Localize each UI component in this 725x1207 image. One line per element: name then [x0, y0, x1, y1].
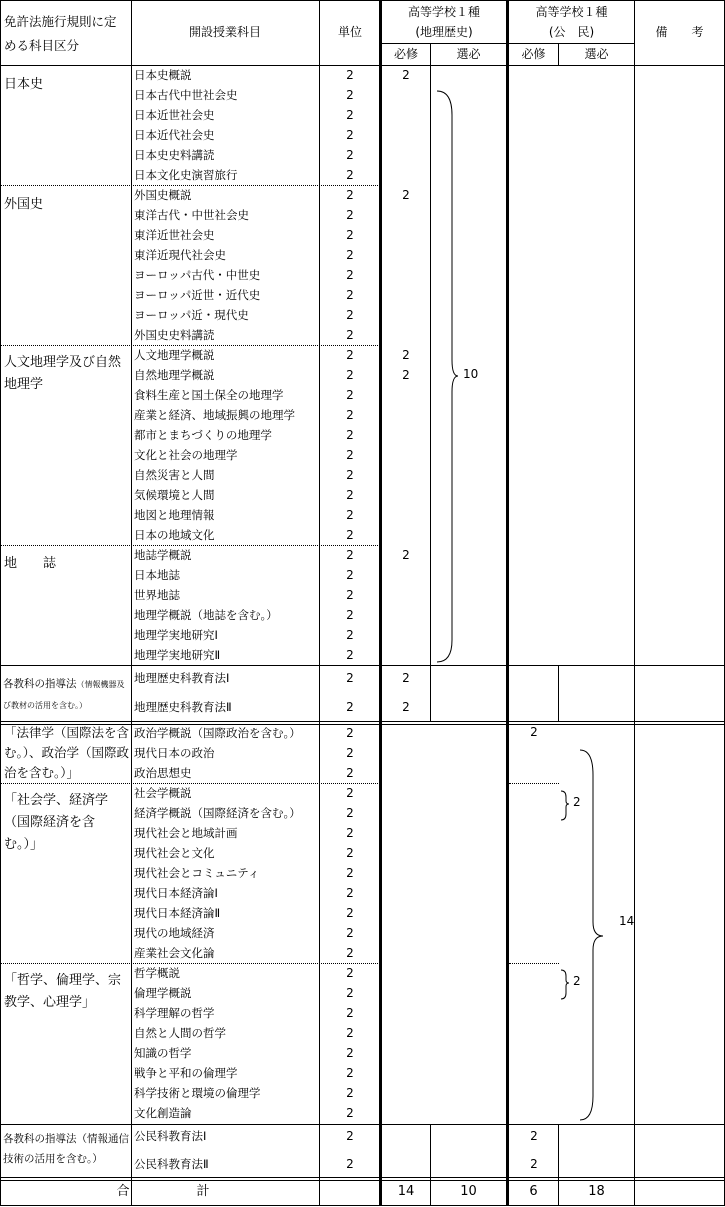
unit-value: 2 — [346, 228, 354, 242]
total-label-b: 計 — [196, 1184, 210, 1199]
unit-value: 2 — [346, 746, 354, 760]
unit-value: 2 — [346, 1066, 354, 1080]
subject-row: 倫理学概説 — [134, 986, 192, 1000]
civ-elective-brace — [580, 750, 603, 1120]
subject-row: 戦争と平和の倫理学 — [134, 1066, 238, 1080]
subject-row: 経済学概説（国際経済を含む。） — [134, 806, 301, 820]
subject-row: 現代社会とコミュニティ — [134, 866, 260, 880]
geo-required-foreign-history: 2 — [402, 188, 410, 202]
category-foreign-history: 外国史 — [4, 197, 44, 212]
subject-row: 文化創造論 — [134, 1106, 192, 1120]
unit-value: 2 — [346, 846, 354, 860]
unit-value: 2 — [346, 528, 354, 542]
unit-value: 2 — [346, 148, 354, 162]
unit-value: 2 — [346, 1006, 354, 1020]
header-civ-group: 高等学校１種 — [535, 5, 608, 19]
subject-row: 日本の地域文化 — [134, 528, 215, 542]
unit-value: 2 — [346, 886, 354, 900]
civ-required-politics: 2 — [530, 725, 538, 739]
unit-value: 2 — [346, 488, 354, 502]
unit-value: 2 — [346, 448, 354, 462]
unit-value: 2 — [346, 308, 354, 322]
unit-value: 2 — [346, 328, 354, 342]
subject-row: 産業社会文化論 — [134, 946, 215, 960]
subject-row: 現代日本の政治 — [134, 746, 215, 760]
unit-value: 2 — [346, 1046, 354, 1060]
unit-value: 2 — [346, 588, 354, 602]
subject-row: 地誌学概説 — [134, 548, 192, 562]
unit-value: 2 — [346, 671, 354, 685]
unit-value: 2 — [346, 408, 354, 422]
header-civ-elective: 選必 — [584, 47, 609, 61]
unit-value: 2 — [346, 766, 354, 780]
subject-row: ヨーロッパ近・現代史 — [134, 308, 249, 322]
total-geo-elective: 10 — [460, 1184, 477, 1199]
subject-row: 地理学概説（地誌を含む。） — [134, 608, 278, 622]
subject-row: ヨーロッパ古代・中世史 — [134, 268, 261, 282]
total-label-a: 合 — [116, 1184, 130, 1199]
subject-row: 自然と人間の哲学 — [134, 1026, 226, 1040]
unit-value: 2 — [346, 986, 354, 1000]
subject-row: 外国史概説 — [134, 188, 192, 202]
unit-value: 2 — [346, 128, 354, 142]
subject-row: 世界地誌 — [134, 588, 180, 602]
header-subject: 開設授業科目 — [188, 25, 261, 39]
unit-value: 2 — [346, 1026, 354, 1040]
unit-value: 2 — [346, 700, 354, 714]
header-category: 免許法施行規則に定める科目区分 — [4, 14, 117, 53]
unit-value: 2 — [346, 168, 354, 182]
header-unit: 単位 — [337, 25, 362, 39]
subject-row: 日本史概説 — [134, 68, 192, 82]
unit-value: 2 — [346, 786, 354, 800]
header-geo-required: 必修 — [393, 47, 418, 61]
geo-required-japanese-history: 2 — [402, 68, 410, 82]
header-civ-required: 必修 — [521, 47, 546, 61]
unit-value: 2 — [346, 208, 354, 222]
unit-value: 2 — [346, 188, 354, 202]
subject-row: 政治学概説（国際政治を含む。） — [134, 726, 301, 740]
subject-row: 食料生産と国土保全の地理学 — [134, 388, 284, 402]
category-geography: 人文地理学及び自然地理学 — [4, 355, 122, 392]
unit-value: 2 — [346, 108, 354, 122]
subject-row: 現代社会と文化 — [134, 846, 215, 860]
unit-value: 2 — [346, 1086, 354, 1100]
subject-row: 自然地理学概説 — [134, 368, 215, 382]
header-geo-sub: (地理歴史) — [415, 25, 473, 39]
category-law-politics: 「法律学（国際法を含む。）、政治学（国際政治を含む。）」 — [4, 725, 130, 780]
geo-required-regional: 2 — [402, 548, 410, 562]
header-civ-sub: (公 民) — [548, 25, 595, 39]
subject-row: ヨーロッパ近世・近代史 — [134, 288, 261, 302]
subject-row: 哲学概説 — [134, 966, 180, 980]
unit-value: 2 — [346, 248, 354, 262]
subject-row: 公民科教育法Ⅱ — [134, 1157, 209, 1171]
subject-row: 日本地誌 — [134, 568, 180, 582]
unit-value: 2 — [346, 826, 354, 840]
geo-method-name: 各教科の指導法 — [3, 678, 77, 690]
unit-value: 2 — [346, 548, 354, 562]
category-sociology-economics: 「社会学、経済学（国際経済を含む。）」 — [4, 793, 109, 852]
geo-method-note: （情報機器及び教材の活用を含む。） — [3, 680, 125, 710]
unit-value: 2 — [346, 348, 354, 362]
unit-value: 2 — [346, 628, 354, 642]
geo-required-human-geography: 2 — [402, 348, 410, 362]
subject-row: 人文地理学概説 — [134, 348, 215, 362]
total-civ-required: 6 — [529, 1184, 538, 1199]
unit-value: 2 — [346, 568, 354, 582]
geo-required-method-2: 2 — [402, 700, 410, 714]
unit-value: 2 — [346, 1106, 354, 1120]
unit-value: 2 — [346, 508, 354, 522]
subject-row: 地理学実地研究Ⅰ — [134, 628, 218, 642]
geo-elective-brace — [437, 91, 458, 662]
unit-value: 2 — [346, 648, 354, 662]
unit-value: 2 — [346, 1129, 354, 1143]
unit-value: 2 — [346, 468, 354, 482]
header-remarks: 備 考 — [655, 25, 704, 39]
subject-row: 産業と経済、地域振興の地理学 — [134, 408, 295, 422]
civ-sub-brace-a — [561, 791, 569, 820]
geo-elective-total: 10 — [463, 367, 479, 381]
category-regional-geography: 地 誌 — [4, 556, 57, 571]
total-civ-elective: 18 — [588, 1184, 605, 1199]
subject-row: 外国史史料講読 — [134, 328, 215, 342]
unit-value: 2 — [346, 1157, 354, 1171]
civ-subgroup-a-value: 2 — [573, 795, 581, 809]
subject-row: 自然災害と人間 — [134, 468, 215, 482]
civ-required-method-2: 2 — [530, 1157, 538, 1171]
subject-row: 現代日本経済論Ⅰ — [134, 886, 218, 900]
subject-row: 気候環境と人間 — [134, 488, 215, 502]
geo-required-method-1: 2 — [402, 671, 410, 685]
subject-row: 東洋近現代社会史 — [134, 248, 226, 262]
category-japanese-history: 日本史 — [4, 77, 44, 92]
subject-row: 知識の哲学 — [134, 1046, 192, 1060]
unit-value: 2 — [346, 608, 354, 622]
category-philosophy: 「哲学、倫理学、宗教学、心理学」 — [4, 973, 122, 1010]
unit-value: 2 — [346, 866, 354, 880]
unit-value: 2 — [346, 268, 354, 282]
subject-row: 現代社会と地域計画 — [134, 826, 238, 840]
subject-row: 文化と社会の地理学 — [134, 448, 238, 462]
unit-value: 2 — [346, 926, 354, 940]
subject-row: 公民科教育法Ⅰ — [134, 1129, 207, 1143]
unit-value: 2 — [346, 906, 354, 920]
geo-required-physical-geography: 2 — [402, 368, 410, 382]
civ-sub-brace-b — [561, 970, 569, 999]
subject-row: 日本史史料講読 — [134, 148, 215, 162]
unit-value: 2 — [346, 806, 354, 820]
unit-value: 2 — [346, 966, 354, 980]
subject-row: 都市とまちづくりの地理学 — [134, 428, 272, 442]
header-geo-elective: 選必 — [456, 47, 481, 61]
subject-row: 地図と地理情報 — [134, 508, 215, 522]
subject-row: 地理歴史科教育法Ⅰ — [134, 671, 230, 685]
unit-value: 2 — [346, 388, 354, 402]
subject-row: 日本近代社会史 — [134, 128, 215, 142]
subject-row: 社会学概説 — [134, 786, 192, 800]
unit-value: 2 — [346, 726, 354, 740]
unit-value: 2 — [346, 946, 354, 960]
civ-subgroup-b-value: 2 — [573, 974, 581, 988]
subject-row: 日本古代中世社会史 — [134, 88, 238, 102]
subject-row: 科学理解の哲学 — [134, 1006, 215, 1020]
header-geo-group: 高等学校１種 — [407, 5, 480, 19]
subject-row: 東洋近世社会史 — [134, 228, 215, 242]
category-civ-teaching-method: 各教科の指導法（情報通信技術の活用を含む。） — [3, 1133, 129, 1165]
unit-value: 2 — [346, 368, 354, 382]
subject-row: 日本近世社会史 — [134, 108, 215, 122]
total-geo-required: 14 — [397, 1184, 415, 1199]
subject-row: 地理歴史科教育法Ⅱ — [134, 700, 232, 714]
unit-value: 2 — [346, 88, 354, 102]
unit-value: 2 — [346, 68, 354, 82]
civ-elective-total: 14 — [619, 914, 635, 928]
subject-row: 日本文化史演習旅行 — [134, 168, 238, 182]
unit-value: 2 — [346, 288, 354, 302]
subject-row: 現代日本経済論Ⅱ — [134, 906, 221, 920]
subject-row: 地理学実地研究Ⅱ — [134, 648, 221, 662]
subject-row: 東洋古代・中世社会史 — [134, 208, 249, 222]
civ-required-method-1: 2 — [530, 1129, 538, 1143]
subject-row: 現代の地域経済 — [134, 926, 215, 940]
subject-row: 科学技術と環境の倫理学 — [134, 1086, 261, 1100]
subject-row: 政治思想史 — [134, 766, 192, 780]
unit-value: 2 — [346, 428, 354, 442]
